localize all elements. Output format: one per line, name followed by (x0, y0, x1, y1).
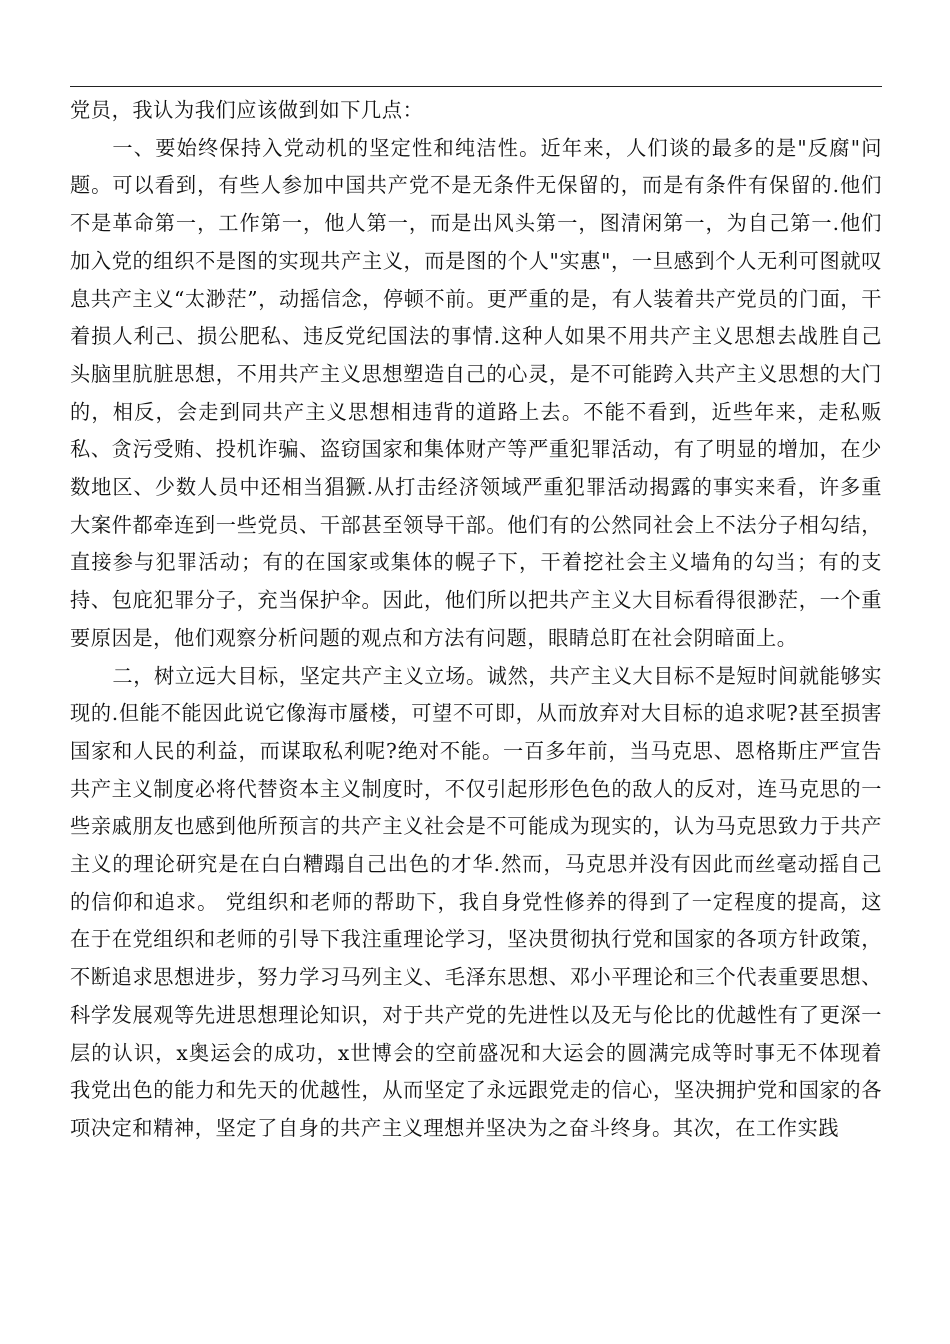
paragraph-point-two: 二，树立远大目标，坚定共产主义立场。诚然，共产主义大目标不是短时间就能够实现的.但能不能因此说它像海市蜃楼，可望不可即，从而放弃对大目标的追求呢?甚至损害国家和人民的利益，而谋取私利呢?绝对不能。一百多年前，当马克思、恩格斯庄严宣告共产主义制度必将代替资本主义制度时，不仅引起形形色色的敌人的反对，连马克思的一些亲戚朋友也感到他所预言的共产主义社会是不可能成为现实的，认为马克思致力于共产主义的理论研究是在白白糟蹋自己出色的才华.然而，马克思并没有因此而丝毫动摇自己的信仰和追求。 党组织和老师的帮助下，我自身党性修养的得到了一定程度的提高，这在于在党组织和老师的引导下我注重理论学习，坚决贯彻执行党和国家的各项方针政策，不断追求思想进步，努力学习马列主义、毛泽东思想、邓小平理论和三个代表重要思想、科学发展观等先进思想理论知识，对于共产党的先进性以及无与伦比的优越性有了更深一层的认识，x奥运会的成功，x世博会的空前盛况和大运会的圆满完成等时事无不体现着我党出色的能力和先天的优越性，从而坚定了永远跟党走的信心，坚决拥护党和国家的各项决定和精神，坚定了自身的共产主义理想并坚决为之奋斗终身。其次，在工作实践 (70, 663, 882, 1140)
document-body (70, 92, 882, 1148)
paragraph-point-one: 一、要始终保持入党动机的坚定性和纯洁性。近年来，人们谈的最多的是"反腐"问题。可以看到，有些人参加中国共产党不是无条件无保留的，而是有条件有保留的.他们不是革命第一，工作第一，他人第一，而是出风头第一，图清闲第一，为自己第一.他们加入党的组织不是图的实现共产主义，而是图的个人"实惠"，一旦感到个人无利可图就叹息共产主义“太渺茫”，动摇信念，停顿不前。更严重的是，有人装着共产党员的门面，干着损人利己、损公肥私、违反党纪国法的事情.这种人如果不用共产主义思想去战胜自己头脑里肮脏思想，不用共产主义思想塑造自己的心灵，是不可能跨入共产主义思想的大门的，相反，会走到同共产主义思想相违背的道路上去。不能不看到，近些年来，走私贩私、贪污受贿、投机诈骗、盗窃国家和集体财产等严重犯罪活动，有了明显的增加，在少数地区、少数人员中还相当猖獗.从打击经济领域严重犯罪活动揭露的事实来看，许多重大案件都牵连到一些党员、干部甚至领导干部。他们有的公然同社会上不法分子相勾结，直接参与犯罪活动；有的在国家或集体的幌子下，干着挖社会主义墙角的勾当；有的支持、包庇犯罪分子，充当保护伞。因此，他们所以把共产主义大目标看得很渺茫，一个重要原因是，他们观察分析问题的观点和方法有问题，眼睛总盯在社会阴暗面上。 (70, 135, 882, 650)
header-rule (70, 86, 882, 87)
paragraph-intro-line: 党员，我认为我们应该做到如下几点： (70, 98, 424, 122)
